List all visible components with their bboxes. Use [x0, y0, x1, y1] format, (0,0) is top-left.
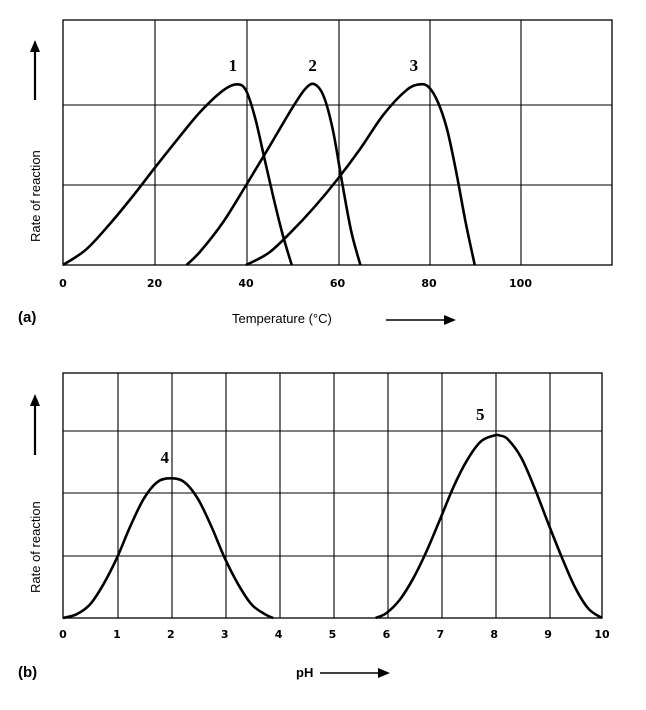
- x-tick-label: 20: [146, 277, 163, 290]
- chart-b-y-axis-label: Rate of reaction: [28, 501, 43, 593]
- series-label-3: 3: [409, 56, 419, 76]
- x-tick-label: 3: [220, 628, 229, 641]
- x-tick-label: 4: [274, 628, 283, 641]
- x-tick-label: 10: [594, 628, 610, 641]
- chart-b-panel-tag: (b): [18, 664, 38, 681]
- chart-a-y-axis-label: Rate of reaction: [28, 150, 43, 242]
- series-label-2: 2: [308, 56, 317, 76]
- x-tick-label: 40: [238, 277, 254, 290]
- series-label-4: 4: [160, 448, 170, 468]
- x-tick-label: 5: [328, 628, 337, 641]
- x-tick-label: 9: [544, 628, 552, 641]
- chart-b-x-axis-label: pH: [296, 665, 314, 680]
- x-tick-label: 80: [421, 277, 437, 290]
- x-tick-label: 60: [329, 277, 346, 290]
- series-label-5: 5: [475, 405, 485, 425]
- x-tick-label: 7: [436, 628, 445, 641]
- x-tick-label: 0: [59, 628, 67, 641]
- x-tick-label: 6: [382, 628, 391, 641]
- chart-a-panel-tag: (a): [18, 309, 37, 326]
- x-tick-label: 8: [490, 628, 499, 641]
- x-tick-label: 100: [509, 277, 532, 290]
- x-tick-label: 0: [59, 277, 67, 290]
- chart-a-x-axis-label: Temperature (°C): [232, 311, 332, 326]
- x-tick-label: 1: [113, 628, 121, 641]
- series-label-1: 1: [228, 56, 238, 76]
- x-tick-label: 2: [166, 628, 175, 641]
